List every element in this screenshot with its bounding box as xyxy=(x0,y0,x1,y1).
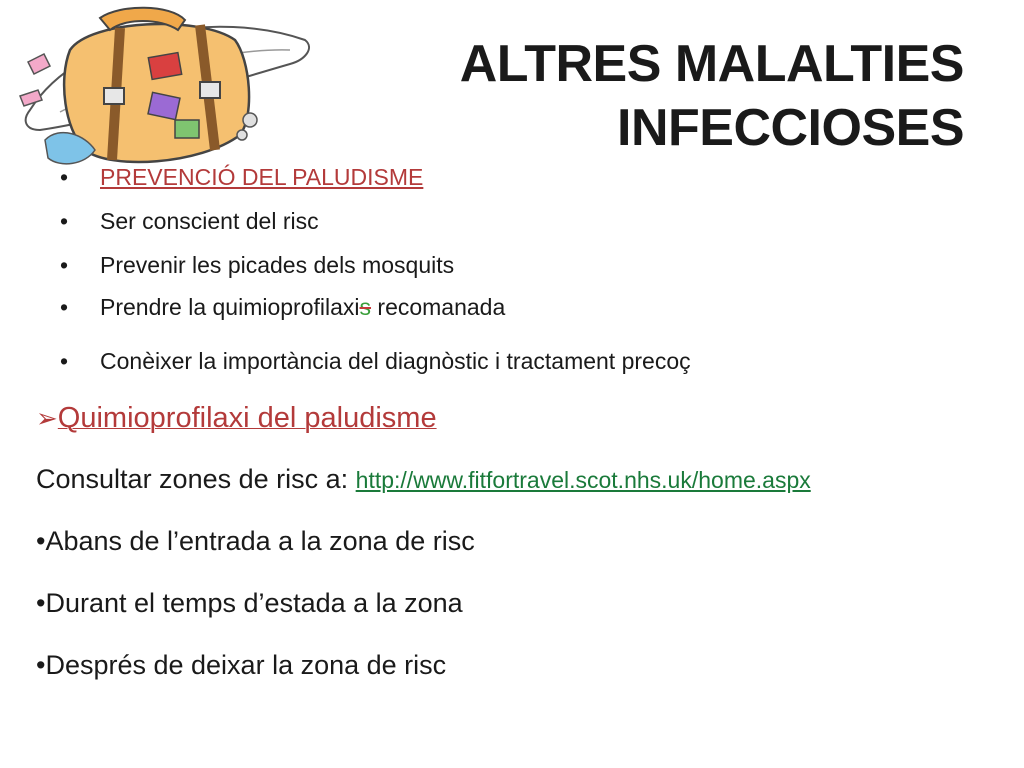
bullet-text: Prevenir les picades dels mosquits xyxy=(100,252,455,278)
bullet-dot: • xyxy=(60,164,69,190)
subheading-text: Quimioprofilaxi del paludisme xyxy=(57,402,437,434)
page-title xyxy=(460,32,964,160)
consult-label: Consultar zones de risc a: xyxy=(36,464,356,494)
struck-letter: s xyxy=(359,294,372,320)
fitfortravel-link[interactable]: http://www.fitfortravel.scot.nhs.uk/home.aspx xyxy=(355,467,811,493)
bullet-dot: • xyxy=(60,208,69,234)
prevention-heading: PREVENCIÓ DEL PALUDISME xyxy=(100,164,424,190)
bullet-text xyxy=(100,292,505,322)
bullet-text: Conèixer la importància del diagnòstic i tractament precoç xyxy=(100,348,691,374)
title-line-1: ALTRES MALALTIES xyxy=(459,35,964,93)
bullet-dot: • xyxy=(60,348,69,374)
phase-during: •Durant el temps d’estada a la zona xyxy=(36,588,463,618)
title-line-2: INFECCIOSES xyxy=(617,99,964,157)
bullet-dot: • xyxy=(60,252,69,278)
arrow-bullet-icon: ➢ xyxy=(36,403,58,433)
phase-before: •Abans de l’entrada a la zona de risc xyxy=(36,526,475,556)
bullet-text: Ser conscient del risc xyxy=(100,208,319,234)
chemoprophylaxis-subheading xyxy=(36,400,437,436)
bullet-text-end: recomanada xyxy=(371,294,506,320)
travel-suitcase-icon xyxy=(0,0,330,185)
consult-line xyxy=(36,462,811,497)
bullet-text-start: Prendre la quimioprofilaxi xyxy=(100,294,360,320)
bullet-dot: • xyxy=(60,294,69,320)
phase-after: •Després de deixar la zona de risc xyxy=(36,650,447,680)
